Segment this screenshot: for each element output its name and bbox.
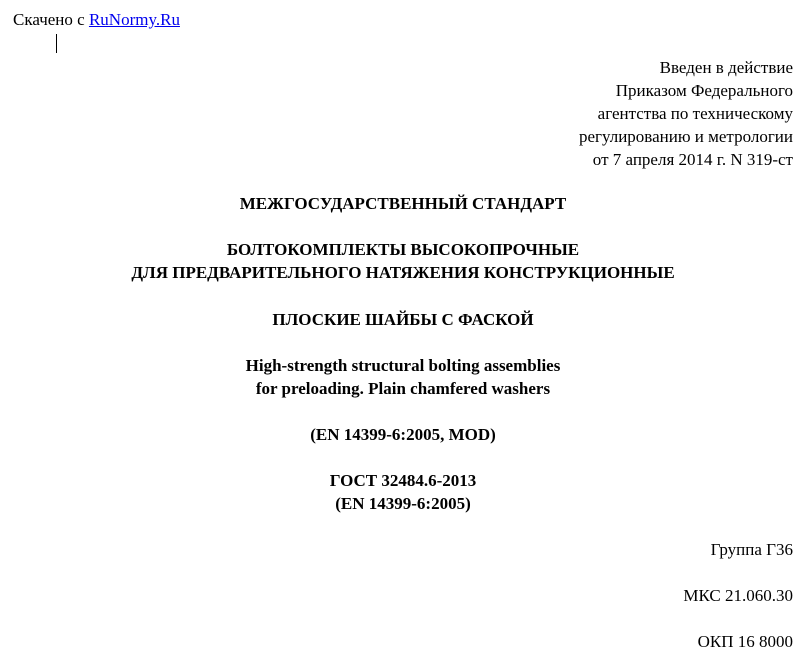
equivalence-note bbox=[0, 423, 799, 446]
standard-kind bbox=[0, 192, 799, 215]
downloaded-from-label: Скачено с bbox=[13, 10, 85, 29]
standard-number: ГОСТ 32484.6-2013 bbox=[329, 471, 477, 490]
enactment-line: агентства по техническому bbox=[597, 104, 793, 123]
standard-title-line: БОЛТОКОМПЛЕКТЫ ВЫСОКОПРОЧНЫЕ bbox=[226, 240, 580, 259]
standard-designation bbox=[0, 469, 799, 515]
standard-subtitle-text: ПЛОСКИЕ ШАЙБЫ С ФАСКОЙ bbox=[272, 310, 534, 329]
standard-subtitle bbox=[0, 308, 799, 331]
standard-title bbox=[0, 238, 799, 284]
enactment-line: регулированию и метрологии bbox=[578, 127, 793, 146]
english-title-line: for preloading. Plain chamfered washers bbox=[255, 379, 551, 398]
english-title bbox=[0, 354, 799, 400]
standard-title-line: ДЛЯ ПРЕДВАРИТЕЛЬНОГО НАТЯЖЕНИЯ КОНСТРУКЦИОННЫЕ bbox=[131, 263, 675, 282]
enactment-line: от 7 апреля 2014 г. N 319-ст bbox=[592, 150, 793, 169]
text-cursor bbox=[56, 34, 57, 53]
okp-code: ОКП 16 8000 bbox=[697, 632, 793, 651]
mks-code: МКС 21.060.30 bbox=[683, 586, 793, 605]
equivalence-text: (EN 14399-6:2005, MOD) bbox=[310, 425, 496, 444]
enactment-note bbox=[579, 56, 793, 171]
standard-reference: (EN 14399-6:2005) bbox=[335, 494, 471, 513]
source-line bbox=[13, 9, 180, 31]
site-link[interactable]: RuNormy.Ru bbox=[88, 10, 180, 29]
english-title-line: High-strength structural bolting assemblies bbox=[245, 356, 561, 375]
standard-kind-text: МЕЖГОСУДАРСТВЕННЫЙ СТАНДАРТ bbox=[239, 194, 567, 213]
enactment-line: Введен в действие bbox=[659, 58, 793, 77]
group-code: Группа Г36 bbox=[710, 540, 793, 559]
enactment-line: Приказом Федерального bbox=[615, 81, 793, 100]
